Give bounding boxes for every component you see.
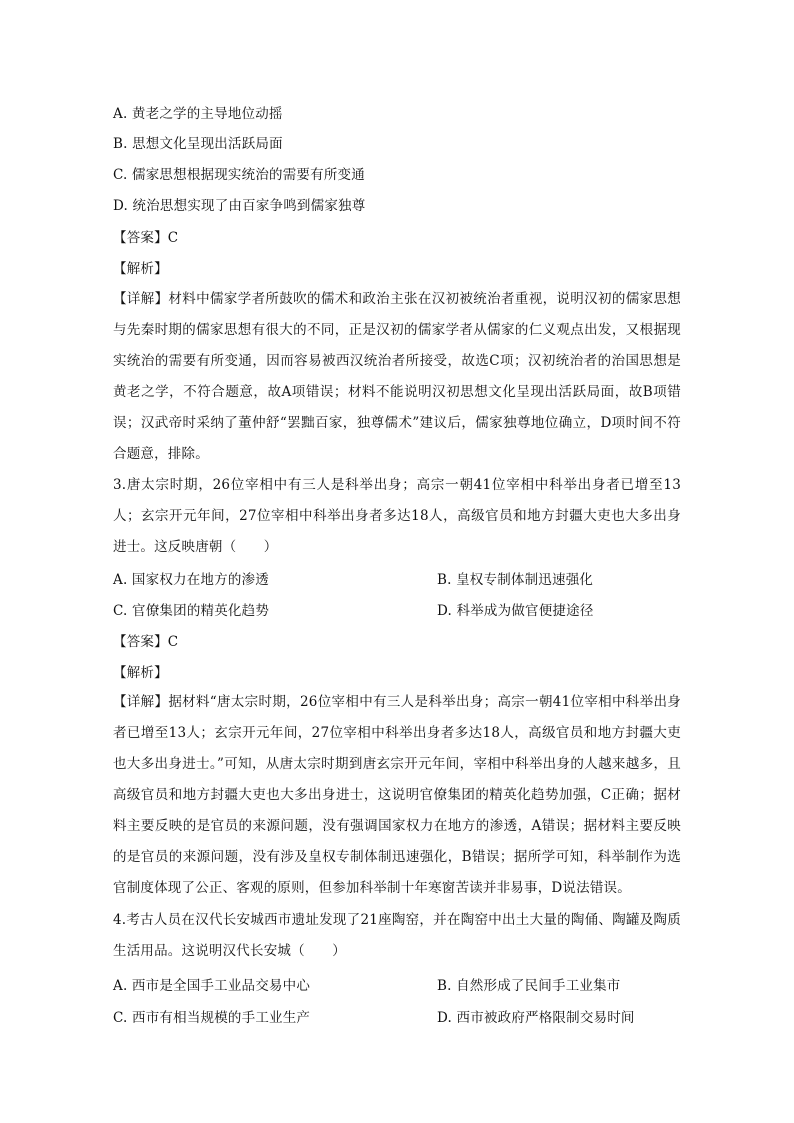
q3-analysis-label: 【解析】 [113, 665, 168, 681]
q3-answer: 【答案】C [113, 634, 179, 650]
q2-option-c: C. 儒家思想根据现实统治的需要有所变通 [113, 167, 365, 183]
q3-detail: 【详解】据材料“唐太宗时期，26位宰相中有三人是科举出身；高宗一朝41位宰相中科举出身者已增至13人；玄宗开元年间，27位宰相中科举出身者多达18人，高级官员和地方封疆大吏也大多出身进士。”可知，从唐太宗时期到唐玄宗开元年间，宰相中科举出身的人越来越多，且高级官员和地方封疆大吏也大多出身进士，这说明官僚集团的精英化趋势加强，C正确；据材料主要反映的是官员的来源问题，没有强调国家权力在地方的渗透，A错误；据材料主要反映的是官员的来源问题，没有涉及皇权专制体制迅速强化，B错误；据所学可知，科举制作为选官制度体现了公正、客观的原则，但参加科举制十年寒窗苦读并非易事，D说法错误。 [113, 694, 681, 896]
q3-option-a: A. 国家权力在地方的渗透 [113, 572, 269, 588]
q3-stem: 3.唐太宗时期，26位宰相中有三人是科举出身；高宗一朝41位宰相中科举出身者已增至13人；玄宗开元年间，27位宰相中科举出身者多达18人，高级官员和地方封疆大吏也大多出身进士。这反映唐朝（ ） [113, 477, 681, 555]
q3-option-d: D. 科举成为做官便捷途径 [437, 603, 594, 619]
q4-option-b: B. 自然形成了民间手工业集市 [437, 978, 621, 994]
q2-option-b: B. 思想文化呈现出活跃局面 [113, 136, 283, 152]
q4-stem: 4.考古人员在汉代长安城西市遗址发现了21座陶窑，并在陶窑中出土大量的陶俑、陶罐及陶质生活用品。这说明汉代长安城（ ） [113, 912, 681, 959]
q2-detail: 【详解】材料中儒家学者所鼓吹的儒术和政治主张在汉初被统治者重视，说明汉初的儒家思想与先秦时期的儒家思想有很大的不同，正是汉初的儒家学者从儒家的仁义观点出发，又根据现实统治的需要有所变通，因而容易被西汉统治者所接受，故选C项；汉初统治者的治国思想是黄老之学，不符合题意，故A项错误；材料不能说明汉初思想文化呈现出活跃局面，故B项错误；汉武帝时采纳了董仲舒“罢黜百家，独尊儒术”建议后，儒家独尊地位确立，D项时间不符合题意，排除。 [113, 291, 681, 462]
q4-option-a: A. 西市是全国手工业品交易中心 [113, 978, 311, 994]
q3-option-c: C. 官僚集团的精英化趋势 [113, 603, 270, 619]
q4-option-c: C. 西市有相当规模的手工业生产 [113, 1010, 311, 1026]
q2-analysis-label: 【解析】 [113, 261, 168, 277]
q3-option-b: B. 皇权专制体制迅速强化 [437, 572, 594, 588]
q2-option-d: D. 统治思想实现了由百家争鸣到儒家独尊 [113, 198, 366, 214]
q2-answer: 【答案】C [113, 230, 179, 246]
q4-option-d: D. 西市被政府严格限制交易时间 [437, 1010, 635, 1026]
q2-option-a: A. 黄老之学的主导地位动摇 [113, 106, 283, 122]
